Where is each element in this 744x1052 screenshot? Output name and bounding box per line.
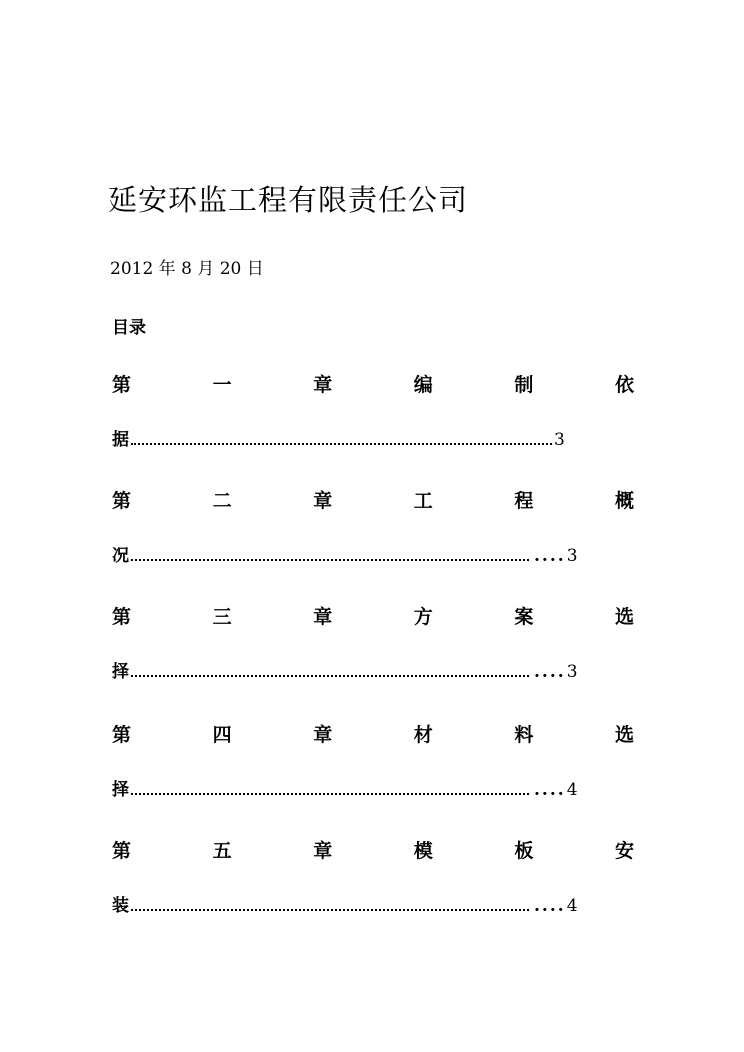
toc-page-number: 4 (566, 896, 578, 916)
toc-heading-char: 程 (514, 490, 534, 512)
toc-heading-char: 模 (413, 840, 433, 862)
toc-page-number: 4 (566, 780, 578, 800)
toc-continuation-char: 装 (112, 896, 129, 916)
toc-heading-char: 一 (212, 374, 232, 396)
toc-heading-char: 章 (313, 840, 333, 862)
toc-heading-char: 依 (614, 374, 634, 396)
toc-heading-char: 案 (514, 606, 534, 628)
dot-leader (131, 674, 529, 677)
toc-heading-char: 章 (313, 606, 333, 628)
toc-entry-5-leader-line[interactable] (112, 894, 578, 916)
toc-heading-char: 五 (212, 840, 232, 862)
toc-heading-char: 工 (413, 490, 433, 512)
dot-leader (131, 558, 529, 561)
toc-heading-char: 选 (614, 606, 634, 628)
dot-leader (131, 792, 529, 795)
toc-entry-1-heading[interactable] (112, 370, 634, 397)
toc-heading-char: 第 (112, 724, 132, 746)
toc-heading-char: 料 (514, 724, 534, 746)
toc-entry-3-leader-line[interactable] (112, 660, 578, 682)
toc-title: 目录 (112, 318, 146, 338)
toc-entry-5-heading[interactable] (112, 836, 634, 863)
toc-entry-4-heading[interactable] (112, 720, 634, 747)
toc-heading-char: 第 (112, 374, 132, 396)
toc-entry-2-heading[interactable] (112, 486, 634, 513)
toc-heading-char: 概 (614, 490, 634, 512)
toc-entry-2-leader-line[interactable] (112, 544, 578, 566)
toc-heading-char: 第 (112, 840, 132, 862)
toc-tail-dots: .... (534, 780, 566, 800)
toc-tail-dots: .... (534, 546, 566, 566)
toc-page-number: 3 (566, 546, 578, 566)
dot-leader (131, 442, 552, 445)
dot-leader (131, 908, 529, 911)
company-name: 延安环监工程有限责任公司 (108, 183, 469, 217)
toc-heading-char: 材 (413, 724, 433, 746)
toc-heading-char: 章 (313, 374, 333, 396)
toc-heading-char: 二 (212, 490, 232, 512)
toc-entry-4-leader-line[interactable] (112, 778, 578, 800)
toc-heading-char: 制 (514, 374, 534, 396)
toc-heading-char: 第 (112, 490, 132, 512)
toc-heading-char: 板 (514, 840, 534, 862)
toc-heading-char: 方 (413, 606, 433, 628)
toc-heading-char: 安 (614, 840, 634, 862)
toc-heading-char: 章 (313, 724, 333, 746)
toc-heading-char: 选 (614, 724, 634, 746)
toc-heading-char: 编 (413, 374, 433, 396)
toc-heading-char: 第 (112, 606, 132, 628)
toc-entry-3-heading[interactable] (112, 602, 634, 629)
toc-page-number: 3 (554, 430, 565, 450)
toc-tail-dots: .... (534, 662, 566, 682)
toc-continuation-char: 择 (112, 662, 129, 682)
document-date: 2012 年 8 月 20 日 (110, 259, 264, 279)
toc-tail-dots: .... (534, 896, 566, 916)
toc-continuation-char: 择 (112, 780, 129, 800)
toc-heading-char: 三 (212, 606, 232, 628)
toc-heading-char: 章 (313, 490, 333, 512)
toc-heading-char: 四 (212, 724, 232, 746)
toc-continuation-char: 况 (112, 546, 129, 566)
toc-page-number: 3 (566, 662, 578, 682)
toc-continuation-char: 据 (112, 430, 129, 450)
toc-entry-1-leader-line[interactable] (112, 428, 565, 450)
